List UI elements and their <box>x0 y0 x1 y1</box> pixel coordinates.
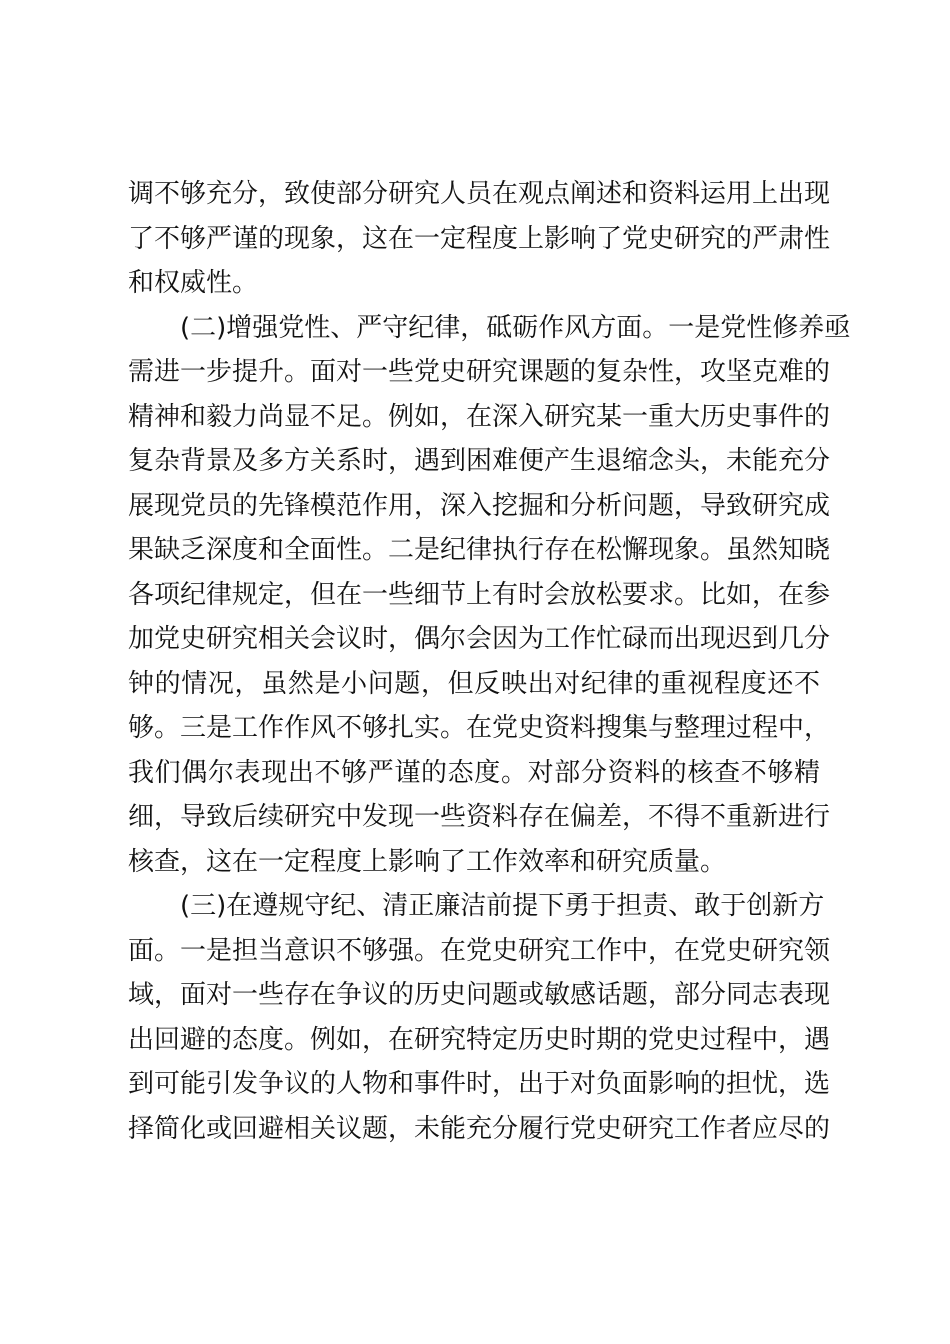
text-line: 复杂背景及多方关系时，遇到困难便产生退缩念头，未能充分 <box>128 446 831 476</box>
text-line: 细，导致后续研究中发现一些资料存在偏差，不得不重新进行 <box>128 802 831 832</box>
text-line: 我们偶尔表现出不够严谨的态度。对部分资料的核查不够精 <box>128 757 820 788</box>
text-line: 调不够充分，致使部分研究人员在观点阐述和资料运用上出现 <box>128 179 831 209</box>
text-line: (三)在遵规守纪、清正廉洁前提下勇于担责、敢于创新方 <box>180 891 825 921</box>
text-line: 加党史研究相关会议时，偶尔会因为工作忙碌而出现迟到几分 <box>128 624 831 654</box>
text-line: 择简化或回避相关议题，未能充分履行党史研究工作者应尽的 <box>128 1113 831 1144</box>
paragraph-3 <box>128 884 831 1151</box>
text-line: 精神和毅力尚显不足。例如，在深入研究某一重大历史事件的 <box>128 401 831 432</box>
paragraph-2 <box>128 306 851 885</box>
text-line: 核查，这在一定程度上影响了工作效率和研究质量。 <box>128 846 727 877</box>
text-line: 需进一步提升。面对一些党史研究课题的复杂性，攻坚克难的 <box>128 357 831 387</box>
text-line: 到可能引发争议的人物和事件时，出于对负面影响的担忧，选 <box>128 1069 831 1099</box>
text-line: 钟的情况，虽然是小问题，但反映出对纪律的重视程度还不 <box>128 668 820 699</box>
text-line: (二)增强党性、严守纪律，砥砺作风方面。一是党性修养亟 <box>180 312 851 343</box>
text-line: 果缺乏深度和全面性。二是纪律执行存在松懈现象。虽然知晓 <box>128 535 831 565</box>
text-line: 各项纪律规定，但在一些细节上有时会放松要求。比如，在参 <box>128 579 831 610</box>
text-line: 展现党员的先锋模范作用，深入挖掘和分析问题，导致研究成 <box>128 490 831 521</box>
text-line: 域，面对一些存在争议的历史问题或敏感话题，部分同志表现 <box>128 980 831 1010</box>
text-line: 面。一是担当意识不够强。在党史研究工作中，在党史研究领 <box>128 935 831 966</box>
text-line: 和权威性。 <box>128 268 259 298</box>
text-line: 够。三是工作作风不够扎实。在党史资料搜集与整理过程中， <box>128 713 831 743</box>
document-body <box>128 172 851 1151</box>
text-line: 了不够严谨的现象，这在一定程度上影响了党史研究的严肃性 <box>128 223 831 254</box>
text-line: 出回避的态度。例如，在研究特定历史时期的党史过程中，遇 <box>128 1024 831 1055</box>
paragraph-1 <box>128 172 831 306</box>
